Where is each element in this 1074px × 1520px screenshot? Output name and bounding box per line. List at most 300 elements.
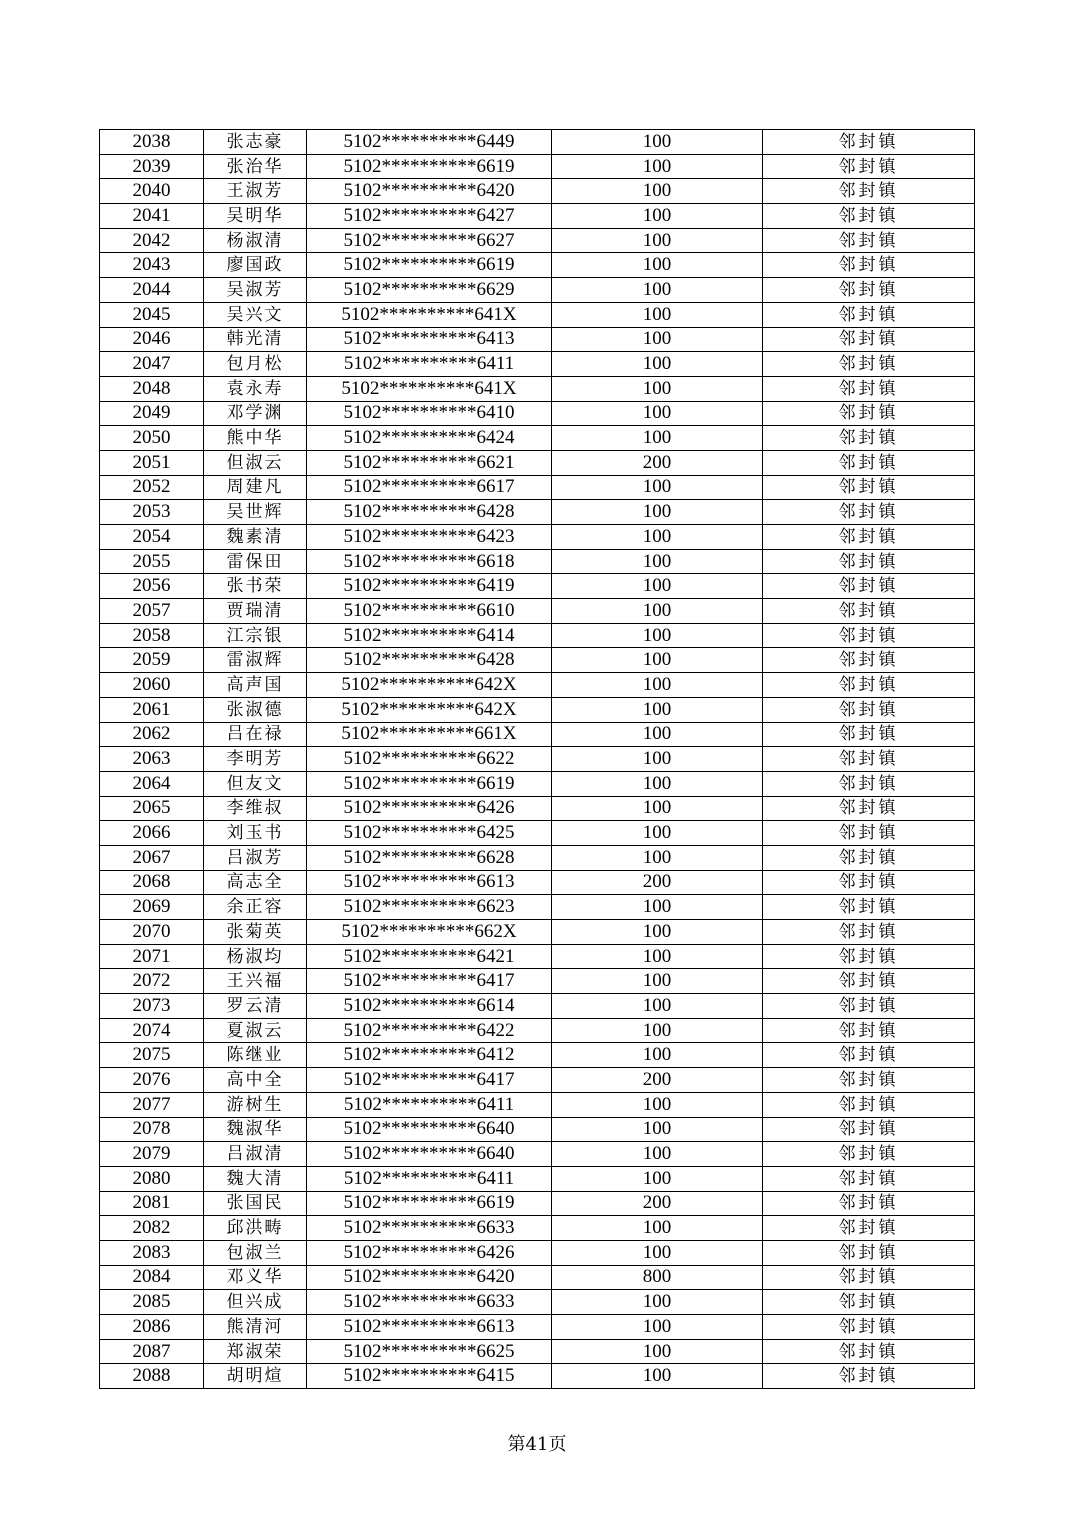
name-cell: 熊清河 — [204, 1315, 307, 1340]
town-cell: 邻封镇 — [763, 895, 975, 920]
row-number-cell: 2046 — [100, 327, 204, 352]
amount-cell: 100 — [552, 302, 763, 327]
amount-cell: 100 — [552, 1339, 763, 1364]
amount-cell: 100 — [552, 1364, 763, 1389]
name-cell: 贾瑞清 — [204, 599, 307, 624]
id-number-cell: 5102**********6414 — [307, 623, 552, 648]
amount-cell: 100 — [552, 821, 763, 846]
table-row — [100, 302, 975, 327]
table-row — [100, 895, 975, 920]
name-cell: 雷淑辉 — [204, 648, 307, 673]
page-number: 第41页 — [507, 1434, 567, 1455]
amount-cell: 100 — [552, 994, 763, 1019]
amount-cell: 100 — [552, 401, 763, 426]
amount-cell: 100 — [552, 204, 763, 229]
row-number-cell: 2083 — [100, 1240, 204, 1265]
name-cell: 吕淑芳 — [204, 845, 307, 870]
row-number-cell: 2041 — [100, 204, 204, 229]
row-number-cell: 2063 — [100, 747, 204, 772]
amount-cell: 100 — [552, 549, 763, 574]
name-cell: 张淑德 — [204, 697, 307, 722]
id-number-cell: 5102**********6410 — [307, 401, 552, 426]
town-cell: 邻封镇 — [763, 1166, 975, 1191]
name-cell: 余正容 — [204, 895, 307, 920]
name-cell: 游树生 — [204, 1092, 307, 1117]
table-row — [100, 352, 975, 377]
id-number-cell: 5102**********6617 — [307, 475, 552, 500]
row-number-cell: 2068 — [100, 870, 204, 895]
table-row — [100, 1117, 975, 1142]
name-cell: 吕在禄 — [204, 722, 307, 747]
town-cell: 邻封镇 — [763, 278, 975, 303]
amount-cell: 100 — [552, 130, 763, 155]
row-number-cell: 2043 — [100, 253, 204, 278]
town-cell: 邻封镇 — [763, 821, 975, 846]
id-number-cell: 5102**********6621 — [307, 450, 552, 475]
table-row — [100, 450, 975, 475]
name-cell: 邱洪畴 — [204, 1216, 307, 1241]
id-number-cell: 5102**********6424 — [307, 426, 552, 451]
row-number-cell: 2080 — [100, 1166, 204, 1191]
row-number-cell: 2039 — [100, 154, 204, 179]
amount-cell: 100 — [552, 1166, 763, 1191]
table-row — [100, 154, 975, 179]
table-row — [100, 747, 975, 772]
row-number-cell: 2045 — [100, 302, 204, 327]
name-cell: 吴兴文 — [204, 302, 307, 327]
id-number-cell: 5102**********6625 — [307, 1339, 552, 1364]
name-cell: 邓义华 — [204, 1265, 307, 1290]
name-cell: 王兴福 — [204, 969, 307, 994]
table-row — [100, 1315, 975, 1340]
table-row — [100, 130, 975, 155]
id-number-cell: 5102**********6428 — [307, 500, 552, 525]
row-number-cell: 2051 — [100, 450, 204, 475]
table-row — [100, 401, 975, 426]
row-number-cell: 2047 — [100, 352, 204, 377]
id-number-cell: 5102**********6412 — [307, 1043, 552, 1068]
amount-cell: 100 — [552, 574, 763, 599]
name-cell: 魏素清 — [204, 525, 307, 550]
name-cell: 杨淑清 — [204, 228, 307, 253]
row-number-cell: 2076 — [100, 1068, 204, 1093]
row-number-cell: 2061 — [100, 697, 204, 722]
id-number-cell: 5102**********6411 — [307, 1166, 552, 1191]
amount-cell: 200 — [552, 870, 763, 895]
id-number-cell: 5102**********6428 — [307, 648, 552, 673]
id-number-cell: 5102**********6449 — [307, 130, 552, 155]
amount-cell: 100 — [552, 1290, 763, 1315]
row-number-cell: 2087 — [100, 1339, 204, 1364]
id-number-cell: 5102**********6619 — [307, 154, 552, 179]
town-cell: 邻封镇 — [763, 179, 975, 204]
amount-cell: 100 — [552, 920, 763, 945]
table-row — [100, 1043, 975, 1068]
amount-cell: 100 — [552, 722, 763, 747]
row-number-cell: 2053 — [100, 500, 204, 525]
table-row — [100, 623, 975, 648]
name-cell: 雷保田 — [204, 549, 307, 574]
name-cell: 刘玉书 — [204, 821, 307, 846]
table-row — [100, 475, 975, 500]
id-number-cell: 5102**********6421 — [307, 944, 552, 969]
amount-cell: 100 — [552, 1142, 763, 1167]
table-row — [100, 327, 975, 352]
name-cell: 李明芳 — [204, 747, 307, 772]
table-row — [100, 549, 975, 574]
town-cell: 邻封镇 — [763, 204, 975, 229]
row-number-cell: 2082 — [100, 1216, 204, 1241]
name-cell: 吕淑清 — [204, 1142, 307, 1167]
id-number-cell: 5102**********6613 — [307, 870, 552, 895]
row-number-cell: 2079 — [100, 1142, 204, 1167]
name-cell: 江宗银 — [204, 623, 307, 648]
id-number-cell: 5102**********6628 — [307, 845, 552, 870]
name-cell: 杨淑均 — [204, 944, 307, 969]
amount-cell: 100 — [552, 475, 763, 500]
town-cell: 邻封镇 — [763, 352, 975, 377]
table-row — [100, 1290, 975, 1315]
amount-cell: 100 — [552, 1092, 763, 1117]
row-number-cell: 2069 — [100, 895, 204, 920]
id-number-cell: 5102**********6427 — [307, 204, 552, 229]
town-cell: 邻封镇 — [763, 969, 975, 994]
table-row — [100, 870, 975, 895]
name-cell: 魏大清 — [204, 1166, 307, 1191]
town-cell: 邻封镇 — [763, 1290, 975, 1315]
table-row — [100, 1216, 975, 1241]
table-row — [100, 1240, 975, 1265]
town-cell: 邻封镇 — [763, 426, 975, 451]
town-cell: 邻封镇 — [763, 500, 975, 525]
amount-cell: 100 — [552, 1216, 763, 1241]
amount-cell: 100 — [552, 1117, 763, 1142]
row-number-cell: 2055 — [100, 549, 204, 574]
amount-cell: 100 — [552, 747, 763, 772]
id-number-cell: 5102**********6614 — [307, 994, 552, 1019]
id-number-cell: 5102**********6426 — [307, 1240, 552, 1265]
amount-cell: 100 — [552, 1315, 763, 1340]
town-cell: 邻封镇 — [763, 1018, 975, 1043]
amount-cell: 100 — [552, 944, 763, 969]
row-number-cell: 2085 — [100, 1290, 204, 1315]
id-number-cell: 5102**********6633 — [307, 1290, 552, 1315]
row-number-cell: 2048 — [100, 376, 204, 401]
row-number-cell: 2066 — [100, 821, 204, 846]
name-cell: 吴淑芳 — [204, 278, 307, 303]
id-number-cell: 5102**********6413 — [307, 327, 552, 352]
amount-cell: 100 — [552, 796, 763, 821]
id-number-cell: 5102**********6622 — [307, 747, 552, 772]
town-cell: 邻封镇 — [763, 599, 975, 624]
id-number-cell: 5102**********6633 — [307, 1216, 552, 1241]
row-number-cell: 2077 — [100, 1092, 204, 1117]
row-number-cell: 2078 — [100, 1117, 204, 1142]
name-cell: 张菊英 — [204, 920, 307, 945]
table-row — [100, 599, 975, 624]
row-number-cell: 2059 — [100, 648, 204, 673]
row-number-cell: 2044 — [100, 278, 204, 303]
amount-cell: 100 — [552, 352, 763, 377]
row-number-cell: 2074 — [100, 1018, 204, 1043]
table-row — [100, 920, 975, 945]
town-cell: 邻封镇 — [763, 1117, 975, 1142]
amount-cell: 100 — [552, 771, 763, 796]
town-cell: 邻封镇 — [763, 1068, 975, 1093]
amount-cell: 100 — [552, 253, 763, 278]
name-cell: 张治华 — [204, 154, 307, 179]
name-cell: 包月松 — [204, 352, 307, 377]
town-cell: 邻封镇 — [763, 673, 975, 698]
id-number-cell: 5102**********6640 — [307, 1117, 552, 1142]
id-number-cell: 5102**********6420 — [307, 179, 552, 204]
town-cell: 邻封镇 — [763, 1216, 975, 1241]
town-cell: 邻封镇 — [763, 302, 975, 327]
town-cell: 邻封镇 — [763, 574, 975, 599]
amount-cell: 100 — [552, 697, 763, 722]
table-row — [100, 204, 975, 229]
row-number-cell: 2088 — [100, 1364, 204, 1389]
town-cell: 邻封镇 — [763, 796, 975, 821]
amount-cell: 100 — [552, 179, 763, 204]
table-row — [100, 771, 975, 796]
name-cell: 吴明华 — [204, 204, 307, 229]
table-row — [100, 278, 975, 303]
name-cell: 罗云清 — [204, 994, 307, 1019]
town-cell: 邻封镇 — [763, 623, 975, 648]
table-row — [100, 1092, 975, 1117]
table-row — [100, 1364, 975, 1389]
table-row — [100, 821, 975, 846]
row-number-cell: 2084 — [100, 1265, 204, 1290]
amount-cell: 100 — [552, 845, 763, 870]
row-number-cell: 2072 — [100, 969, 204, 994]
name-cell: 高志全 — [204, 870, 307, 895]
amount-cell: 100 — [552, 599, 763, 624]
amount-cell: 100 — [552, 228, 763, 253]
town-cell: 邻封镇 — [763, 747, 975, 772]
town-cell: 邻封镇 — [763, 450, 975, 475]
name-cell: 张国民 — [204, 1191, 307, 1216]
id-number-cell: 5102**********6619 — [307, 1191, 552, 1216]
id-number-cell: 5102**********6423 — [307, 525, 552, 550]
town-cell: 邻封镇 — [763, 1092, 975, 1117]
table-row — [100, 648, 975, 673]
table-row — [100, 697, 975, 722]
amount-cell: 100 — [552, 623, 763, 648]
table-row — [100, 1018, 975, 1043]
name-cell: 但淑云 — [204, 450, 307, 475]
town-cell: 邻封镇 — [763, 327, 975, 352]
row-number-cell: 2070 — [100, 920, 204, 945]
town-cell: 邻封镇 — [763, 944, 975, 969]
name-cell: 张志豪 — [204, 130, 307, 155]
id-number-cell: 5102**********6627 — [307, 228, 552, 253]
id-number-cell: 5102**********6419 — [307, 574, 552, 599]
id-number-cell: 5102**********6629 — [307, 278, 552, 303]
town-cell: 邻封镇 — [763, 1265, 975, 1290]
id-number-cell: 5102**********6420 — [307, 1265, 552, 1290]
name-cell: 夏淑云 — [204, 1018, 307, 1043]
town-cell: 邻封镇 — [763, 253, 975, 278]
name-cell: 张书荣 — [204, 574, 307, 599]
amount-cell: 100 — [552, 500, 763, 525]
table-row — [100, 722, 975, 747]
town-cell: 邻封镇 — [763, 130, 975, 155]
row-number-cell: 2056 — [100, 574, 204, 599]
name-cell: 袁永寿 — [204, 376, 307, 401]
row-number-cell: 2075 — [100, 1043, 204, 1068]
name-cell: 郑淑荣 — [204, 1339, 307, 1364]
row-number-cell: 2050 — [100, 426, 204, 451]
row-number-cell: 2064 — [100, 771, 204, 796]
id-number-cell: 5102**********6417 — [307, 969, 552, 994]
table-row — [100, 179, 975, 204]
table-row — [100, 845, 975, 870]
id-number-cell: 5102**********6425 — [307, 821, 552, 846]
table-row — [100, 376, 975, 401]
id-number-cell: 5102**********641X — [307, 376, 552, 401]
amount-cell: 100 — [552, 154, 763, 179]
name-cell: 廖国政 — [204, 253, 307, 278]
amount-cell: 100 — [552, 1240, 763, 1265]
table-row — [100, 969, 975, 994]
town-cell: 邻封镇 — [763, 1191, 975, 1216]
town-cell: 邻封镇 — [763, 154, 975, 179]
row-number-cell: 2054 — [100, 525, 204, 550]
row-number-cell: 2062 — [100, 722, 204, 747]
table-row — [100, 1265, 975, 1290]
name-cell: 周建凡 — [204, 475, 307, 500]
town-cell: 邻封镇 — [763, 401, 975, 426]
town-cell: 邻封镇 — [763, 1364, 975, 1389]
row-number-cell: 2060 — [100, 673, 204, 698]
row-number-cell: 2052 — [100, 475, 204, 500]
amount-cell: 200 — [552, 1191, 763, 1216]
row-number-cell: 2067 — [100, 845, 204, 870]
town-cell: 邻封镇 — [763, 475, 975, 500]
table-row — [100, 673, 975, 698]
row-number-cell: 2073 — [100, 994, 204, 1019]
town-cell: 邻封镇 — [763, 920, 975, 945]
id-number-cell: 5102**********6613 — [307, 1315, 552, 1340]
town-cell: 邻封镇 — [763, 771, 975, 796]
row-number-cell: 2065 — [100, 796, 204, 821]
table-row — [100, 253, 975, 278]
row-number-cell: 2040 — [100, 179, 204, 204]
town-cell: 邻封镇 — [763, 1142, 975, 1167]
town-cell: 邻封镇 — [763, 1043, 975, 1068]
id-number-cell: 5102**********6426 — [307, 796, 552, 821]
amount-cell: 100 — [552, 1043, 763, 1068]
name-cell: 高中全 — [204, 1068, 307, 1093]
amount-cell: 200 — [552, 450, 763, 475]
id-number-cell: 5102**********6619 — [307, 253, 552, 278]
amount-cell: 200 — [552, 1068, 763, 1093]
name-cell: 包淑兰 — [204, 1240, 307, 1265]
table-row — [100, 426, 975, 451]
name-cell: 高声国 — [204, 673, 307, 698]
table-row — [100, 500, 975, 525]
name-cell: 王淑芳 — [204, 179, 307, 204]
table-row — [100, 1142, 975, 1167]
amount-cell: 100 — [552, 426, 763, 451]
amount-cell: 100 — [552, 969, 763, 994]
amount-cell: 100 — [552, 376, 763, 401]
table-row — [100, 525, 975, 550]
id-number-cell: 5102**********6417 — [307, 1068, 552, 1093]
town-cell: 邻封镇 — [763, 549, 975, 574]
row-number-cell: 2086 — [100, 1315, 204, 1340]
town-cell: 邻封镇 — [763, 1339, 975, 1364]
id-number-cell: 5102**********6618 — [307, 549, 552, 574]
amount-cell: 100 — [552, 1018, 763, 1043]
table-row — [100, 228, 975, 253]
name-cell: 但友文 — [204, 771, 307, 796]
table-row — [100, 1068, 975, 1093]
id-number-cell: 5102**********6422 — [307, 1018, 552, 1043]
town-cell: 邻封镇 — [763, 994, 975, 1019]
roster-table-body — [100, 130, 975, 1389]
table-row — [100, 796, 975, 821]
amount-cell: 100 — [552, 673, 763, 698]
town-cell: 邻封镇 — [763, 1240, 975, 1265]
table-row — [100, 1166, 975, 1191]
id-number-cell: 5102**********641X — [307, 302, 552, 327]
amount-cell: 100 — [552, 327, 763, 352]
name-cell: 韩光清 — [204, 327, 307, 352]
id-number-cell: 5102**********642X — [307, 673, 552, 698]
town-cell: 邻封镇 — [763, 525, 975, 550]
table-row — [100, 944, 975, 969]
name-cell: 胡明煊 — [204, 1364, 307, 1389]
row-number-cell: 2071 — [100, 944, 204, 969]
id-number-cell: 5102**********6411 — [307, 352, 552, 377]
town-cell: 邻封镇 — [763, 228, 975, 253]
name-cell: 但兴成 — [204, 1290, 307, 1315]
name-cell: 魏淑华 — [204, 1117, 307, 1142]
town-cell: 邻封镇 — [763, 722, 975, 747]
row-number-cell: 2038 — [100, 130, 204, 155]
name-cell: 陈继业 — [204, 1043, 307, 1068]
town-cell: 邻封镇 — [763, 648, 975, 673]
town-cell: 邻封镇 — [763, 845, 975, 870]
amount-cell: 100 — [552, 648, 763, 673]
id-number-cell: 5102**********642X — [307, 697, 552, 722]
name-cell: 熊中华 — [204, 426, 307, 451]
id-number-cell: 5102**********6619 — [307, 771, 552, 796]
row-number-cell: 2058 — [100, 623, 204, 648]
roster-table — [99, 129, 975, 1389]
name-cell: 邓学渊 — [204, 401, 307, 426]
amount-cell: 100 — [552, 895, 763, 920]
town-cell: 邻封镇 — [763, 870, 975, 895]
town-cell: 邻封镇 — [763, 697, 975, 722]
id-number-cell: 5102**********662X — [307, 920, 552, 945]
table-row — [100, 994, 975, 1019]
id-number-cell: 5102**********6411 — [307, 1092, 552, 1117]
name-cell: 吴世辉 — [204, 500, 307, 525]
id-number-cell: 5102**********661X — [307, 722, 552, 747]
row-number-cell: 2057 — [100, 599, 204, 624]
row-number-cell: 2049 — [100, 401, 204, 426]
id-number-cell: 5102**********6415 — [307, 1364, 552, 1389]
town-cell: 邻封镇 — [763, 1315, 975, 1340]
town-cell: 邻封镇 — [763, 376, 975, 401]
id-number-cell: 5102**********6640 — [307, 1142, 552, 1167]
table-row — [100, 1191, 975, 1216]
table-row — [100, 574, 975, 599]
